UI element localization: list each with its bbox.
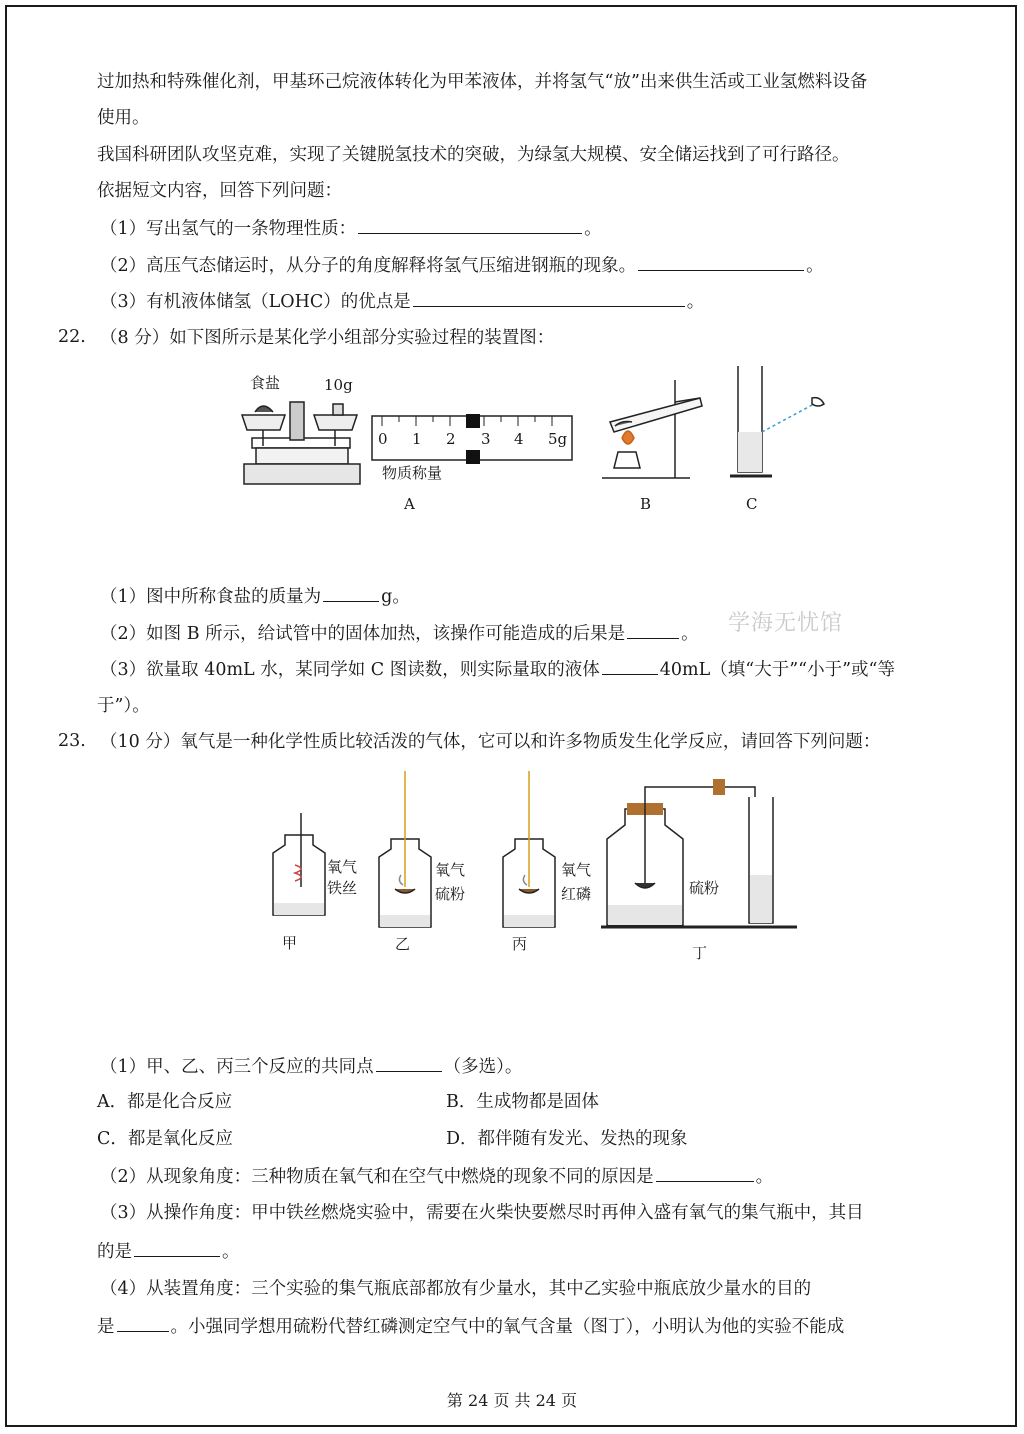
q22-figure (230, 360, 850, 520)
answer-blank[interactable] (638, 252, 804, 271)
q23-sub3: （3）从操作角度：甲中铁丝燃烧实验中，需要在火柴快要燃尽时再伸入盛有氧气的集气瓶中，其目 (100, 1203, 864, 1223)
option-c: C．都是氧化反应 (97, 1129, 233, 1149)
salt-label: 食盐 (250, 374, 281, 392)
answer-blank[interactable] (413, 288, 685, 307)
tick-5: 5g (548, 430, 568, 448)
jar-bing (503, 771, 555, 927)
q22-sub3: （3）欲量取 40mL 水，某同学如 C 图读数，则实际量取的液体 40mL（填“大于”“小于”或“等 (100, 656, 895, 683)
test-tube-heating (602, 380, 702, 478)
option-d: D．都伴随有发光、发热的现象 (446, 1129, 688, 1149)
bing-oxygen: 氧气 (561, 861, 592, 879)
q22-sub3-cont: 于”）。 (97, 696, 150, 716)
q23-stem: （10 分）氧气是一种化学性质比较活泼的气体，它可以和许多物质发生化学反应，请回答下列问题： (100, 732, 881, 752)
q23-number: 23. (58, 731, 86, 751)
tick-2: 2 (446, 430, 456, 448)
q22-sub2: （2）如图 B 所示，给试管中的固体加热，该操作可能造成的后果是 。 (100, 620, 699, 647)
q23-sub4: （4）从装置角度：三个实验的集气瓶底部都放有少量水，其中乙实验中瓶底放少量水的目的 (100, 1279, 812, 1299)
label-yi: 乙 (395, 935, 411, 953)
q21-sub3: （3）有机液体储氢（LOHC）的优点是 。 (100, 288, 704, 315)
balance-illustration (242, 374, 360, 484)
jia-iron: 铁丝 (327, 879, 358, 897)
tick-1: 1 (412, 430, 422, 448)
ruler-caption: 物质称量 (382, 464, 443, 482)
label-ding: 丁 (692, 944, 708, 962)
q23-sub4-cont: 是 。小强同学想用硫粉代替红磷测定空气中的氧气含量（图丁），小明认为他的实验不能成 (97, 1313, 844, 1340)
answer-blank[interactable] (656, 1163, 754, 1182)
q22-sub1: （1）图中所称食盐的质量为 g。 (100, 583, 410, 610)
answer-blank[interactable] (358, 215, 582, 234)
passage-line-1: 过加热和特殊催化剂，甲基环己烷液体转化为甲苯液体，并将氢气“放”出来供生活或工业氢燃料设备 (97, 72, 868, 92)
apparatus-ding (601, 779, 797, 927)
rider (466, 414, 480, 428)
jia-oxygen: 氧气 (327, 858, 358, 876)
label-a: A (404, 495, 415, 513)
q23-sub2: （2）从现象角度：三种物质在氧气和在空气中燃烧的现象不同的原因是 。 (100, 1163, 773, 1190)
option-a: A．都是化合反应 (97, 1092, 233, 1112)
tick-0: 0 (378, 430, 388, 448)
yi-sulfur: 硫粉 (435, 885, 466, 903)
q22-number: 22. (58, 327, 86, 347)
weight-label: 10g (324, 376, 353, 394)
yi-oxygen: 氧气 (435, 861, 466, 879)
answer-blank[interactable] (117, 1313, 169, 1332)
answer-blank[interactable] (376, 1053, 442, 1072)
q21-sub1: （1）写出氢气的一条物理性质： 。 (100, 215, 602, 242)
passage-line-4: 依据短文内容，回答下列问题： (97, 181, 342, 201)
passage-line-2: 使用。 (97, 108, 150, 128)
page-footer: 第 24 页 共 24 页 (446, 1391, 578, 1410)
label-jia: 甲 (282, 934, 298, 952)
label-c: C (746, 495, 758, 513)
measuring-cylinder (730, 366, 824, 476)
answer-blank[interactable] (134, 1238, 220, 1257)
answer-blank[interactable] (627, 620, 679, 639)
passage-line-3: 我国科研团队攻坚克难，实现了关键脱氢技术的突破，为绿氢大规模、安全储运找到了可行路径。 (97, 145, 850, 165)
q21-sub2: （2）高压气态储运时，从分子的角度解释将氢气压缩进钢瓶的现象。 。 (100, 252, 824, 279)
ding-sulfur: 硫粉 (689, 879, 720, 897)
q23-sub3-cont: 的是 。 (97, 1238, 240, 1265)
q23-figure (255, 765, 815, 970)
tick-4: 4 (514, 430, 524, 448)
jar-jia (273, 813, 325, 915)
tick-3: 3 (481, 430, 491, 448)
option-b: B．生成物都是固体 (446, 1092, 599, 1112)
answer-blank[interactable] (323, 583, 379, 602)
ruler-scale (372, 414, 572, 482)
watermark: 学海无忧馆 (728, 611, 844, 636)
bing-phosphorus: 红磷 (561, 885, 592, 903)
jar-yi (379, 771, 431, 927)
label-b: B (640, 495, 652, 513)
q22-stem: （8 分）如下图所示是某化学小组部分实验过程的装置图： (100, 328, 555, 348)
q23-sub1: （1）甲、乙、丙三个反应的共同点 （多选）。 (100, 1053, 522, 1080)
label-bing: 丙 (512, 935, 528, 953)
answer-blank[interactable] (602, 656, 658, 675)
